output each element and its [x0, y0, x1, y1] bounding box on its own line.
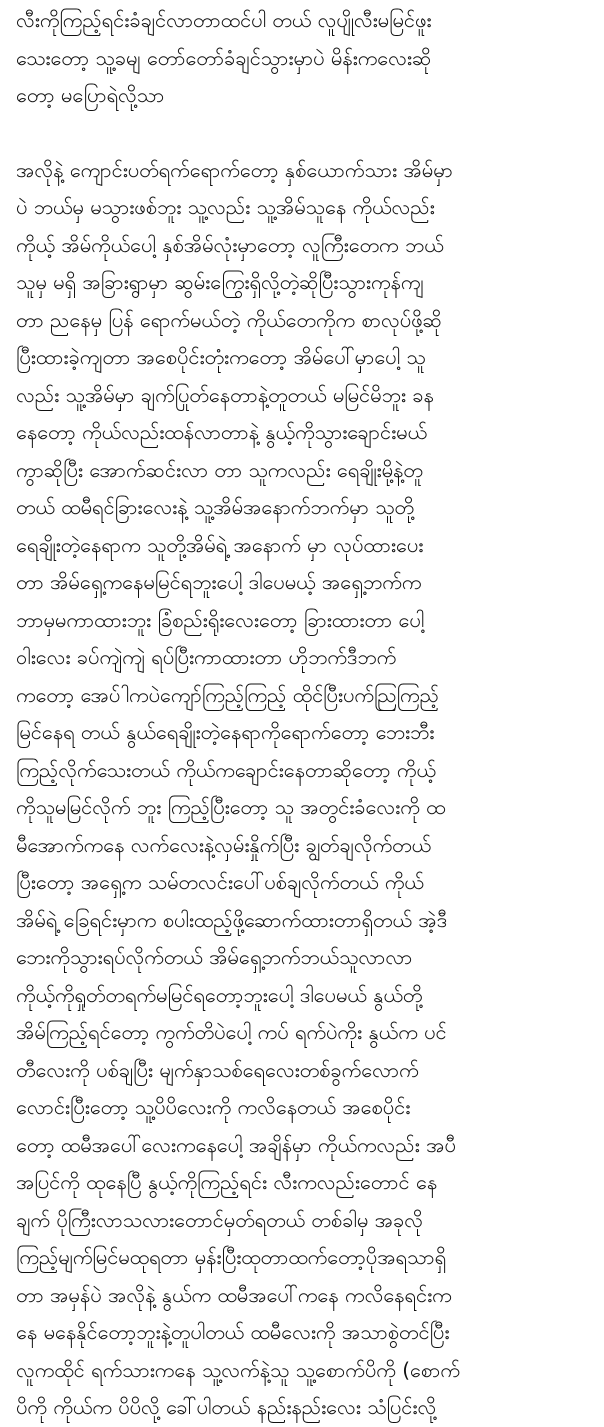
text-line: ဘာမှမကာထားဘူး ခြံစည်းရိုးလေးတော့ ခြားထားတာ ပေါ့ [16, 607, 425, 632]
text-line: အပြင်ကို ထုနေပြီ နွယ့်ကိုကြည့်ရင်း လီးကလည်းတောင် နေ [16, 1170, 438, 1194]
text-line: နေ မနေနိုင်တော့ဘူးနဲ့တူပါတယ် ထမီလေးကို အသာစွဲတင်ပြီး [16, 1320, 450, 1344]
text-line: ကတော့ အေပ်ါကပဲကျော်ကြည့်ကြည့် ထိုင်ပြီးပက်ညြကြည့် [16, 682, 439, 707]
text-line: တာ အိမ်ရှေ့ကနေမမြင်ရဘူးပေါ့ ဒါပေမယ့် အရှေ့ဘက်က [16, 570, 422, 594]
text-line: နေတော့ ကိုယ်လည်းထန်လာတာနဲ့ နွယ့်ကိုသွားချောင်းမယ် [16, 420, 428, 444]
text-line: ပြီးထားခဲ့ကျတာ အစေပိုင်းတုံးကတော့ အိမ်ပေါ်မှာပေါ့ သူ [16, 345, 426, 369]
text-line: လည်း သူ့အိမ်မှာ ချက်ပြုတ်နေတာနဲ့တူတယ် မမြင်မိဘူး ခန [16, 382, 434, 407]
text-line: ချက် ပိုကြီးလာသလားတောင်မှတ်ရတယ် တစ်ခါမှ အခုလို [16, 1207, 423, 1232]
text-line: ဝါးလေး ခပ်ကျဲကျဲ ရပ်ပြီးကာထားတာ ဟိုဘက်ဒီဘက် [16, 645, 397, 669]
text-line: ရေချိုးတဲ့နေရာက သူတို့အိမ်ရဲ့ အနောက် မှာ လုပ်ထားပေး [16, 532, 424, 557]
text-line: လောင်းပြီးတော့ သူ့ပိပိလေးကို ကလိနေတယ် အစေပိုင်း [16, 1095, 411, 1119]
text-line: ဘေးကိုသွားရပ်လိုက်တယ် အိမ်ရှေ့ဘက်ဘယ်သူလာလာ [16, 945, 413, 969]
text-line: မြင်နေရ တယ် နွယ်ရေချိုးတဲ့နေရာကိုရောက်တော့ ဘေးဘီး [16, 720, 435, 744]
text-line: ကြည့်မျက်မြင်မထုရတာ မှန်းပြီးထုတာထက်တော့ပိုအရသာရှိ [16, 1245, 447, 1269]
text-line: အိမ်ရဲ့ ခြေရင်းမှာက စပါးထည့်ဖို့ဆောက်ထားတာရှိတယ် အဲ့ဒီ [16, 907, 448, 932]
text-line: သေးတော့ သူ့ခမျ တော်တော်ခံချင်သွားမှာပဲ မိန်းကလေးဆို [16, 45, 432, 70]
text-line: တော့ မပြောရဲလို့သာ [16, 83, 165, 107]
text-line: ကိုယ့် အိမ်ကိုယ်ပေါ့ နှစ်အိမ်လုံးမှာတော့ လူကြီးတေက ဘယ် [16, 232, 444, 257]
text-line: ပဲ ဘယ်မှ မသွားဖစ်ဘူး သူ့လည်း သူ့အိမ်သူနေ ကိုယ်လည်း [16, 195, 435, 219]
text-line: ကြည့်လိုက်သေးတယ် ကိုယ်ကချောင်းနေတာဆိုတော့ ကိုယ့် [16, 757, 436, 782]
text-line: လီးကိုကြည့်ရင်းခံချင်လာတာထင်ပါ တယ် လူပျိုလီးမမြင်ဖူး [16, 8, 432, 32]
text-line: ပြီးတော့ အရှေ့က သမ်တလင်းပေါ်ပစ်ချလိုက်တယ် ကိုယ် [16, 870, 424, 894]
text-line: တာ ညနေမှ ပြန် ရောက်မယ်တဲ့ ကိုယ်တေကိုက စာလုပ်ဖို့ဆို [16, 307, 442, 332]
text-line: တာ အမှန်ပဲ အလိုနဲ့ နွယ်က ထမီအပေါ်ကနေ ကလိနေရင်းက [16, 1282, 452, 1307]
text-line: အလိုနဲ့ ကျောင်းပတ်ရက်ရောက်တော့ နှစ်ယောက်သား အိမ်မှာ [16, 157, 453, 182]
text-line: ပိကို ကိုယ်က ပိပိလို့ ခေါ်ပါတယ် နည်းနည်းလေး သံပြင်းလို့ [16, 1395, 437, 1419]
text-line: သူမှ မရှိ အခြားရွာမှာ ဆွမ်းကြွေးရှိလို့တဲ့ဆိုပြီးသွားကုန်ကျ [16, 270, 424, 294]
story-paragraph-2 [16, 152, 590, 1427]
text-line: တော့ ထမီအပေါ်လေးကနေပေါ့ အချိန်မှာ ကိုယ်ကလည်း အပီ [16, 1132, 456, 1157]
text-line: တီလေးကို ပစ်ချပြီး မျက်နှာသစ်ရေလေးတစ်ခွက်လောက် [16, 1057, 419, 1082]
text-line: အိမ်ကြည့်ရင်တော့ ကွက်တိပဲပေါ့ ကပ် ရက်ပဲကိုး နွယ်က ပင် [16, 1020, 447, 1044]
text-line: လူကထိုင် ရက်သားကနေ သူ့လက်နဲ့သူ သူ့စောက်ပိကို (စောက် [16, 1357, 460, 1382]
story-paragraph-1 [16, 2, 590, 115]
text-line: ကိုယ့်ကိုရှုတ်တရက်မမြင်ရတော့ဘူးပေါ့ ဒါပေမယ် နွယ်တို့ [16, 982, 423, 1007]
text-line: မီအောက်ကနေ လက်လေးနဲ့လှမ်းနှိုက်ပြီး ချွတ်ချလိုက်တယ် [16, 832, 432, 857]
text-line: ကွာဆိုပြီး အောက်ဆင်းလာ တာ သူကလည်း ရေချိုးမို့နဲ့တူ [16, 457, 423, 482]
text-line: တယ် ထမီရင်ခြားလေးနဲ့ သူ့အိမ်အနောက်ဘက်မှာ သူတို့ [16, 495, 415, 519]
text-line: ကိုသူမမြင်လိုက် ဘူး ကြည့်ပြီးတော့ သူ အတွင်းခံလေးကို ထ [16, 795, 446, 819]
